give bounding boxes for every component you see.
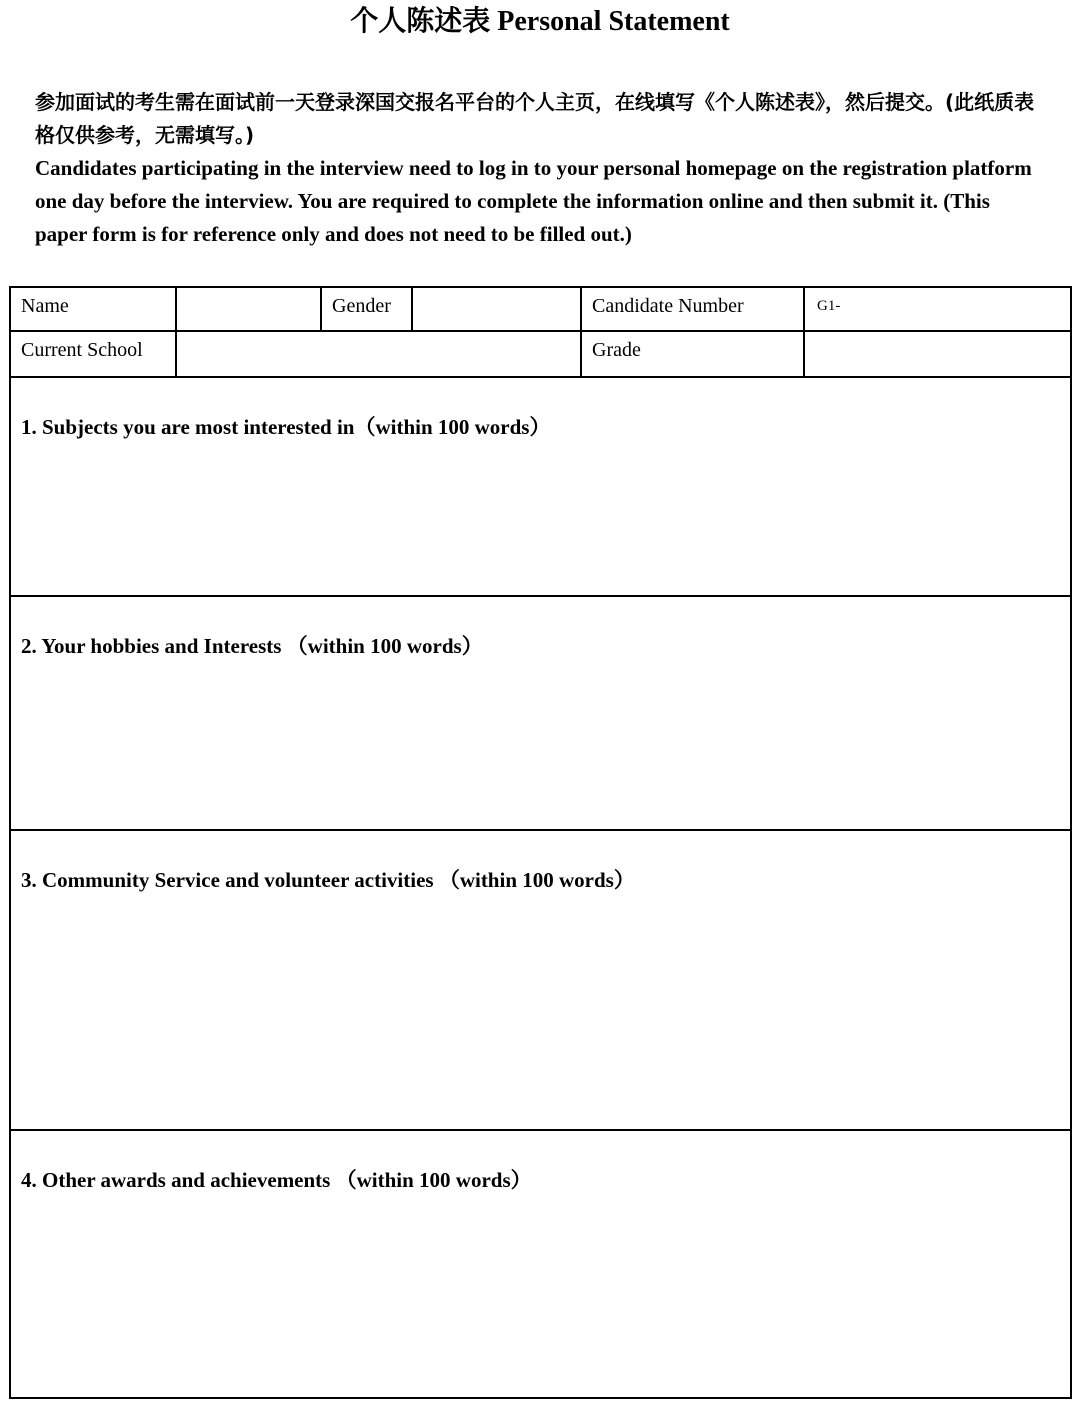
grade-field[interactable] bbox=[804, 331, 1071, 377]
section-subjects[interactable] bbox=[10, 377, 1071, 596]
page-title: 个人陈述表 Personal Statement bbox=[350, 6, 730, 37]
instructions bbox=[35, 86, 1045, 251]
gender-value bbox=[413, 288, 580, 296]
personal-statement-form bbox=[9, 286, 1072, 1399]
current-school-label-cell bbox=[10, 331, 176, 377]
section-title-community-service: 3. Community Service and volunteer activities （within 100 words） bbox=[21, 868, 635, 892]
candidate-number-label: Candidate Number bbox=[592, 295, 744, 317]
current-school-value bbox=[177, 332, 580, 340]
current-school-field[interactable] bbox=[176, 331, 581, 377]
name-value bbox=[177, 288, 320, 296]
section-title-hobbies: 2. Your hobbies and Interests （within 100 words） bbox=[21, 634, 483, 658]
name-label: Name bbox=[21, 295, 69, 317]
name-label-cell bbox=[10, 287, 176, 331]
grade-value bbox=[805, 332, 1070, 340]
instructions-chinese: 参加面试的考生需在面试前一天登录深国交报名平台的个人主页，在线填写《个人陈述表》，然后提交。(此纸质表格仅供参考，无需填写。) bbox=[35, 90, 1035, 147]
gender-label-cell bbox=[321, 287, 412, 331]
candidate-number-label-cell bbox=[581, 287, 804, 331]
section-hobbies[interactable] bbox=[10, 596, 1071, 830]
current-school-label: Current School bbox=[21, 339, 143, 361]
section-awards[interactable] bbox=[10, 1130, 1071, 1398]
gender-field[interactable] bbox=[412, 287, 581, 331]
section-community-service[interactable] bbox=[10, 830, 1071, 1130]
name-field[interactable] bbox=[176, 287, 321, 331]
gender-label: Gender bbox=[332, 295, 391, 317]
candidate-number-value: G1- bbox=[817, 298, 841, 314]
section-title-awards: 4. Other awards and achievements （within 100 words） bbox=[21, 1168, 532, 1192]
section-title-subjects: 1. Subjects you are most interested in（within 100 words） bbox=[21, 415, 551, 439]
grade-label-cell bbox=[581, 331, 804, 377]
instructions-english: Candidates participating in the interview need to log in to your personal homepage on the registration platform one day before the interview. You are required to complete the information online and then submit it. (This paper form is for reference only and does not need to be filled out.) bbox=[35, 156, 1032, 246]
candidate-number-field[interactable] bbox=[804, 287, 1071, 331]
grade-label: Grade bbox=[592, 339, 641, 361]
